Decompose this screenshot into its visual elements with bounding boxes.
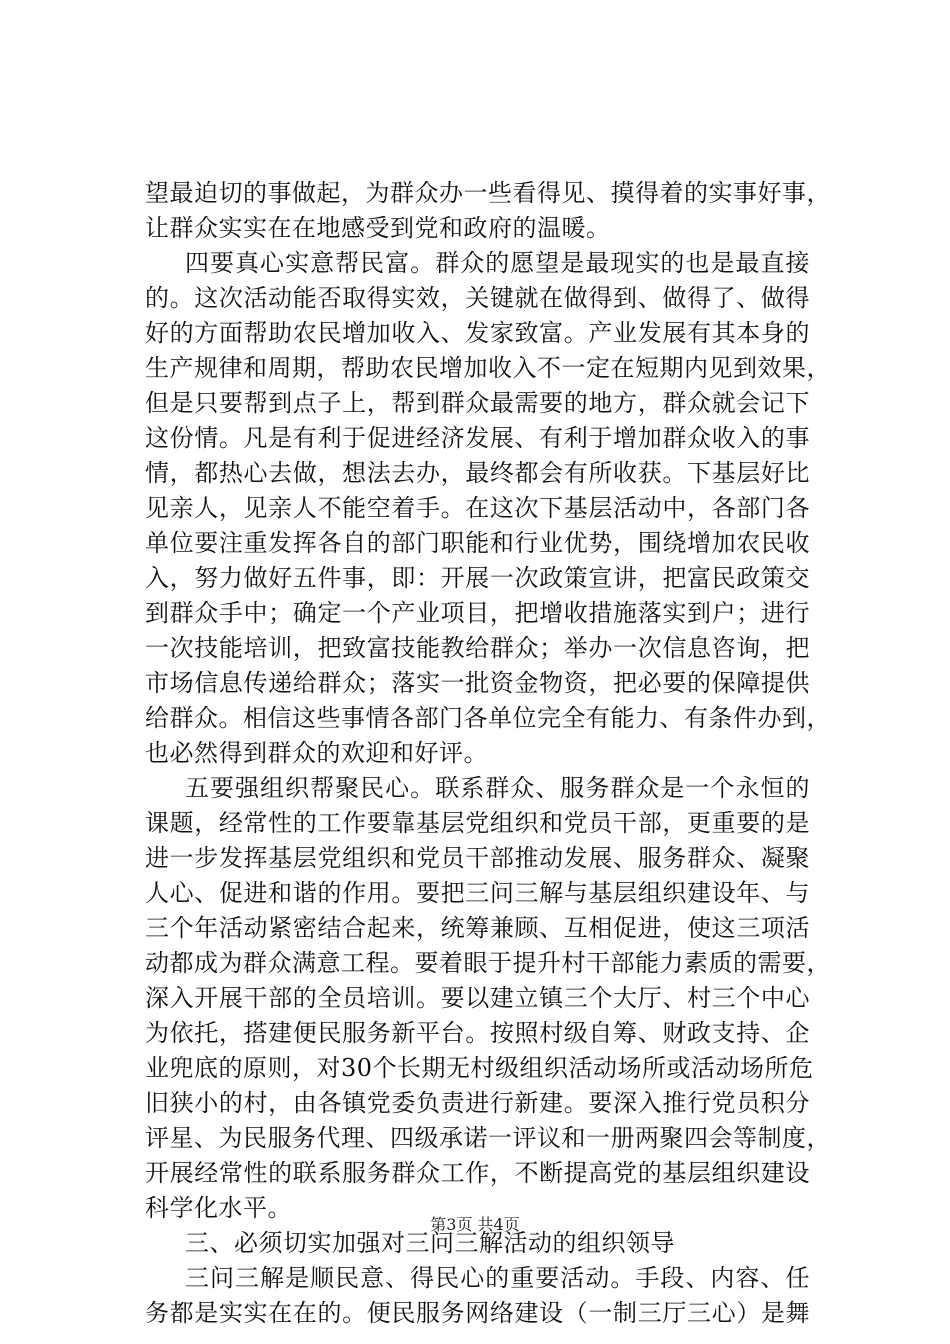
text-line: 好的方面帮助农民增加收入、发家致富。产业发展有其本身的 [145,319,810,347]
text-line: 的。这次活动能否取得实效，关键就在做得到、做得了、做得 [145,284,810,312]
text-line: 见亲人，见亲人不能空着手。在这次下基层活动中，各部门各 [145,494,810,522]
text-line: 科学化水平。 [145,1194,292,1222]
text-line: 五要强组织帮聚民心。联系群众、服务群众是一个永恒的 [185,774,810,802]
text-line: 单位要注重发挥各自的部门职能和行业优势，围绕增加农民收 [145,529,810,557]
text-line: 三、必须切实加强对三问三解活动的组织领导 [185,1229,675,1257]
text-line: 市场信息传递给群众；落实一批资金物资，把必要的保障提供 [145,669,810,697]
text-line: 但是只要帮到点子上，帮到群众最需要的地方，群众就会记下 [145,389,810,417]
text-line: 入，努力做好五件事，即：开展一次政策宣讲，把富民政策交 [145,564,810,592]
text-line: 望最迫切的事做起，为群众办一些看得见、摸得着的实事好事， [145,179,831,207]
text-line: 业兜底的原则，对30个长期无村级组织活动场所或活动场所危 [145,1054,814,1082]
text-line: 这份情。凡是有利于促进经济发展、有利于增加群众收入的事 [145,424,810,452]
text-line: 评星、为民服务代理、四级承诺一评议和一册两聚四会等制度， [145,1124,831,1152]
text-line: 生产规律和周期，帮助农民增加收入不一定在短期内见到效果， [145,354,831,382]
text-line: 为依托，搭建便民服务新平台。按照村级自筹、财政支持、企 [145,1019,810,1047]
text-line: 课题，经常性的工作要靠基层党组织和党员干部，更重要的是 [145,809,810,837]
page-footer: 第3页 共4页 [430,1215,520,1234]
text-line: 旧狭小的村，由各镇党委负责进行新建。要深入推行党员积分 [145,1089,810,1117]
text-line: 一次技能培训，把致富技能教给群众；举办一次信息咨询，把 [145,634,810,662]
text-line: 给群众。相信这些事情各部门各单位完全有能力、有条件办到， [145,704,831,732]
text-line: 人心、促进和谐的作用。要把三问三解与基层组织建设年、与 [145,879,810,907]
text-line: 动都成为群众满意工程。要着眼于提升村干部能力素质的需要， [145,949,831,977]
text-line: 情，都热心去做，想法去办，最终都会有所收获。下基层好比 [145,459,810,487]
text-line: 深入开展干部的全员培训。要以建立镇三个大厅、村三个中心 [145,984,810,1012]
text-line: 三问三解是顺民意、得民心的重要活动。手段、内容、任 [185,1264,810,1292]
text-line: 四要真心实意帮民富。群众的愿望是最现实的也是最直接 [185,249,810,277]
text-line: 进一步发挥基层党组织和党员干部推动发展、服务群众、凝聚 [145,844,810,872]
text-line: 务都是实实在在的。便民服务网络建设（一制三厅三心）是舞 [145,1299,810,1327]
text-line: 三个年活动紧密结合起来，统筹兼顾、互相促进，使这三项活 [145,914,810,942]
text-line: 到群众手中；确定一个产业项目，把增收措施落实到户；进行 [145,599,810,627]
text-line: 开展经常性的联系服务群众工作，不断提高党的基层组织建设 [145,1159,810,1187]
text-line: 也必然得到群众的欢迎和好评。 [145,739,488,767]
text-line: 让群众实实在在地感受到党和政府的温暖。 [145,214,611,242]
document-body [145,176,831,1331]
